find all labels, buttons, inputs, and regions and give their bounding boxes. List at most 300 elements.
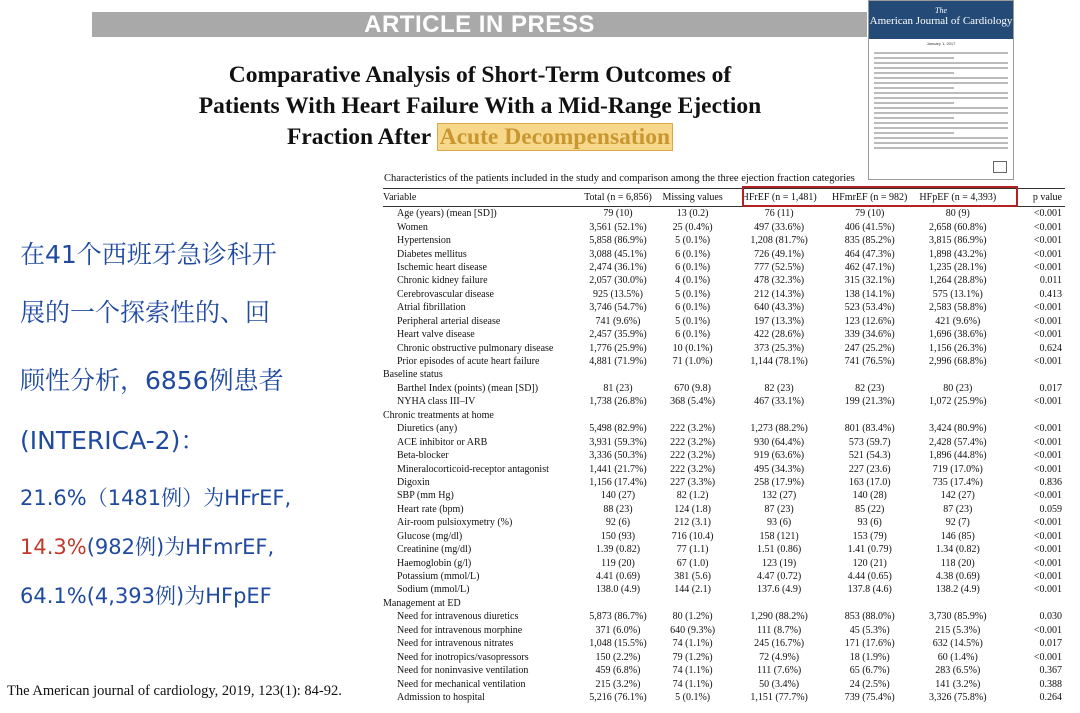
- table-cell: <0.001: [1033, 651, 1062, 663]
- table-row: [383, 583, 1065, 596]
- table-cell: 132 (27): [762, 490, 797, 502]
- table-cell: 4,881 (71.9%): [589, 356, 647, 368]
- table-cell: 0.011: [1039, 275, 1062, 287]
- table-cell: 50 (3.4%): [759, 678, 800, 690]
- table-cell: 150 (2.2%): [595, 651, 641, 663]
- table-cell: 371 (6.0%): [595, 624, 641, 636]
- table-cell: 1,048 (15.5%): [589, 638, 647, 650]
- journal-cover-date: January 1, 2017: [926, 41, 956, 46]
- table-cell: <0.001: [1033, 315, 1062, 327]
- table-cell: 726 (49.1%): [754, 248, 805, 260]
- table-cell: 575 (13.1%): [932, 288, 983, 300]
- table-cell: 3,336 (50.3%): [589, 450, 647, 462]
- table-row: [383, 341, 1065, 354]
- row-label: NYHA class III–IV: [397, 396, 476, 408]
- table-row: [383, 207, 1065, 221]
- table-cell: 79 (1.2%): [672, 651, 713, 663]
- table-cell: 150 (93): [600, 530, 636, 542]
- table-cell: 13 (0.2): [676, 208, 709, 220]
- table-cell: 5 (0.1%): [675, 288, 711, 300]
- table-cell: <0.001: [1033, 423, 1062, 435]
- table-cell: 4.41 (0.69): [595, 571, 641, 583]
- title-line-3: [90, 122, 870, 153]
- row-label: Potassium (mmol/L): [397, 571, 480, 583]
- table-cell: 1,290 (88.2%): [750, 611, 808, 623]
- table-cell: 24 (2.5%): [849, 678, 890, 690]
- table-cell: <0.001: [1033, 584, 1062, 596]
- table-cell: 4.38 (0.69): [935, 571, 980, 583]
- table-cell: 467 (33.1%): [754, 396, 805, 408]
- table-cell: <0.001: [1033, 517, 1062, 529]
- table-cell: 199 (21.3%): [844, 396, 895, 408]
- table-header-cell: Missing values: [652, 189, 734, 207]
- table-cell: 81 (23): [603, 382, 633, 394]
- table-cell: 222 (3.2%): [670, 463, 716, 475]
- summary-line-4: (INTERICA-2)：: [20, 426, 206, 455]
- table-cell: 258 (17.9%): [754, 476, 805, 488]
- table-cell: 0.264: [1039, 691, 1062, 703]
- table-header-cell: Variable: [383, 189, 584, 207]
- row-label: Beta-blocker: [397, 450, 449, 462]
- table-caption: Characteristics of the patients included in the study and comparison among the three ejection fraction categories: [384, 173, 855, 184]
- table-cell: 640 (9.3%): [670, 624, 716, 636]
- table-cell: 138 (14.1%): [844, 288, 895, 300]
- row-label: Digoxin: [397, 476, 430, 488]
- table-header-cell: p value: [1001, 189, 1065, 207]
- highlighted-phrase: Acute Decompensation: [437, 123, 673, 151]
- table-cell: 1,738 (26.8%): [589, 396, 647, 408]
- table-cell: 71 (1.0%): [672, 356, 713, 368]
- table-row: [383, 449, 1065, 462]
- journal-cover-name: American Journal of Cardiology: [869, 15, 1013, 27]
- table-cell: 67 (1.0): [676, 557, 709, 569]
- table-cell: 283 (6.5%): [935, 665, 981, 677]
- table-cell: 1,896 (44.8%): [929, 450, 987, 462]
- table-cell: 87 (23): [943, 503, 973, 515]
- table-cell: 25 (0.4%): [672, 221, 713, 233]
- table-cell: 3,746 (54.7%): [589, 302, 647, 314]
- table-row: [383, 315, 1065, 328]
- table-cell: 74 (1.1%): [672, 638, 713, 650]
- ef-groups-highlight-box: [742, 186, 1018, 207]
- table-cell: 4.44 (0.65): [847, 571, 892, 583]
- row-label: Ischemic heart disease: [397, 261, 487, 273]
- table-cell: 5 (0.1%): [675, 235, 711, 247]
- table-cell: 79 (10): [855, 208, 885, 220]
- table-cell: 2,658 (60.8%): [929, 221, 987, 233]
- table-cell: 1.39 (0.82): [595, 544, 641, 556]
- table-cell: <0.001: [1033, 544, 1062, 556]
- table-cell: 716 (10.4): [671, 530, 714, 542]
- table-cell: <0.001: [1033, 530, 1062, 542]
- table-cell: <0.001: [1033, 302, 1062, 314]
- table-cell: 459 (6.8%): [595, 665, 641, 677]
- table-cell: 79 (10): [603, 208, 633, 220]
- article-title: [90, 60, 870, 153]
- summary-stat-hfpef: 64.1%(4,393例)为HFpEF: [20, 584, 272, 608]
- table-cell: 82 (23): [855, 382, 885, 394]
- row-label: Need for noninvasive ventilation: [397, 665, 529, 677]
- characteristics-table: [383, 188, 1065, 704]
- table-cell: 146 (85): [940, 530, 975, 542]
- table-cell: <0.001: [1033, 571, 1062, 583]
- table-row: [383, 650, 1065, 663]
- table-row: [383, 570, 1065, 583]
- table-row: [383, 355, 1065, 368]
- table-cell: 853 (88.0%): [844, 611, 895, 623]
- summary-stat-hfmref-rest: (982例)为HFmrEF,: [86, 535, 275, 559]
- summary-stat-hfmref-percent: 14.3%: [20, 535, 87, 559]
- table-cell: 140 (27): [600, 490, 636, 502]
- table-cell: 1,144 (78.1%): [750, 356, 808, 368]
- journal-cover-the: The: [935, 6, 947, 15]
- table-cell: 93 (6): [857, 517, 882, 529]
- row-label: Need for intravenous diuretics: [397, 611, 519, 623]
- row-label: Prior episodes of acute heart failure: [397, 356, 540, 368]
- reference-citation: The American journal of cardiology, 2019, 123(1): 84-92.: [7, 683, 342, 699]
- table-cell: 1,441 (21.7%): [589, 463, 647, 475]
- table-cell: 368 (5.4%): [670, 396, 716, 408]
- table-cell: 462 (47.1%): [844, 261, 895, 273]
- table-cell: 3,730 (85.9%): [929, 611, 987, 623]
- table-cell: 87 (23): [764, 503, 794, 515]
- table-cell: <0.001: [1033, 235, 1062, 247]
- table-cell: 60 (1.4%): [937, 651, 978, 663]
- table-cell: <0.001: [1033, 450, 1062, 462]
- table-cell: 18 (1.9%): [849, 651, 890, 663]
- table-header-cell: HFmrEF (n = 982): [825, 189, 915, 207]
- table-row: [383, 328, 1065, 341]
- table-cell: 421 (9.6%): [935, 315, 981, 327]
- table-cell: 919 (63.6%): [754, 450, 805, 462]
- table-cell: 521 (54.3): [848, 450, 891, 462]
- table-cell: 124 (1.8): [674, 503, 711, 515]
- table-row: [383, 395, 1065, 408]
- row-label: Barthel Index (points) (mean [SD]): [397, 382, 539, 394]
- table-cell: 215 (5.3%): [935, 624, 981, 636]
- table-cell: 1,208 (81.7%): [750, 235, 808, 247]
- table-cell: 222 (3.2%): [670, 450, 716, 462]
- table-cell: 1,264 (28.8%): [929, 275, 987, 287]
- table-cell: 0.017: [1039, 382, 1062, 394]
- title-line-1: Comparative Analysis of Short-Term Outcomes of: [228, 62, 732, 88]
- table-cell: 741 (9.6%): [595, 315, 641, 327]
- table-cell: 222 (3.2%): [670, 423, 716, 435]
- table-cell: 158 (121): [759, 530, 799, 542]
- table-cell: 6 (0.1%): [675, 302, 711, 314]
- table-cell: 3,424 (80.9%): [929, 423, 987, 435]
- table-cell: 2,474 (36.1%): [589, 261, 647, 273]
- summary-stat-hfmref: [20, 534, 274, 560]
- table-cell: 72 (4.9%): [759, 651, 800, 663]
- table-cell: 1.51 (0.86): [757, 544, 802, 556]
- summary-line-2: 展的一个探索性的、回: [20, 298, 271, 327]
- row-label: Diabetes mellitus: [397, 248, 467, 260]
- table-section-row: [383, 409, 1065, 422]
- table-cell: 227 (3.3%): [670, 476, 716, 488]
- table-cell: 0.030: [1039, 611, 1062, 623]
- table-cell: 478 (32.3%): [754, 275, 805, 287]
- table-cell: 1,235 (28.1%): [929, 261, 987, 273]
- table-cell: 140 (28): [852, 490, 887, 502]
- table-cell: 85 (22): [855, 503, 885, 515]
- table-cell: 137.6 (4.9): [757, 584, 802, 596]
- table-cell: 6 (0.1%): [675, 329, 711, 341]
- table-cell: 5,873 (86.7%): [589, 611, 647, 623]
- table-cell: 632 (14.5%): [932, 638, 983, 650]
- table-row: [383, 516, 1065, 529]
- table-cell: 5 (0.1%): [675, 315, 711, 327]
- table-cell: 88 (23): [603, 503, 633, 515]
- table-cell: 2,057 (30.0%): [589, 275, 647, 287]
- table-cell: 138.0 (4.9): [595, 584, 641, 596]
- table-cell: 3,931 (59.3%): [589, 436, 647, 448]
- row-label: ACE inhibitor or ARB: [397, 436, 488, 448]
- table-cell: 315 (32.1%): [844, 275, 895, 287]
- table-cell: 339 (34.6%): [844, 329, 895, 341]
- row-label: Admission to hospital: [397, 691, 485, 703]
- journal-cover-contents: [869, 46, 1013, 155]
- table-cell: 80 (1.2%): [672, 611, 713, 623]
- table-cell: 670 (9.8): [674, 382, 711, 394]
- table-row: [383, 624, 1065, 637]
- table-cell: 2,428 (57.4%): [929, 436, 987, 448]
- table-row: [383, 382, 1065, 395]
- publisher-logo-icon: [993, 161, 1007, 173]
- table-cell: 4.47 (0.72): [757, 571, 802, 583]
- table-row: [383, 422, 1065, 435]
- table-cell: 45 (5.3%): [849, 624, 890, 636]
- table-row: [383, 503, 1065, 516]
- table-cell: 119 (20): [601, 557, 635, 569]
- table-cell: 0.017: [1039, 638, 1062, 650]
- table-cell: 222 (3.2%): [670, 436, 716, 448]
- row-label: Mineralocorticoid-receptor antagonist: [397, 463, 549, 475]
- row-label: Heart valve disease: [397, 329, 475, 341]
- table-cell: 76 (11): [764, 208, 794, 220]
- table-cell: 835 (85.2%): [844, 235, 895, 247]
- table-cell: 227 (23.6): [848, 463, 891, 475]
- table-cell: 6 (0.1%): [675, 248, 711, 260]
- table-cell: 215 (3.2%): [595, 678, 641, 690]
- table-cell: 123 (12.6%): [844, 315, 895, 327]
- table-cell: 464 (47.3%): [844, 248, 895, 260]
- table-cell: <0.001: [1033, 248, 1062, 260]
- row-label: SBP (mm Hg): [397, 490, 454, 502]
- article-in-press-banner: ARTICLE IN PRESS: [92, 12, 867, 37]
- row-label: Glucose (mg/dl): [397, 530, 463, 542]
- table-cell: <0.001: [1033, 329, 1062, 341]
- table-cell: 0.624: [1039, 342, 1062, 354]
- table-cell: 735 (17.4%): [932, 476, 983, 488]
- table-cell: 74 (1.1%): [672, 665, 713, 677]
- table-cell: 573 (59.7): [848, 436, 891, 448]
- row-label: Diuretics (any): [397, 423, 458, 435]
- table-cell: 1,151 (77.7%): [750, 691, 808, 703]
- table-row: [383, 637, 1065, 650]
- table-cell: <0.001: [1033, 356, 1062, 368]
- table-row: [383, 288, 1065, 301]
- row-label: Need for intravenous morphine: [397, 624, 523, 636]
- table-cell: 92 (6): [605, 517, 631, 529]
- table-cell: 1,156 (26.3%): [929, 342, 987, 354]
- table-cell: <0.001: [1033, 261, 1062, 273]
- table-cell: 3,561 (52.1%): [589, 221, 647, 233]
- table-cell: 5,498 (82.9%): [589, 423, 647, 435]
- table-row: [383, 462, 1065, 475]
- title-line-3-prefix: Fraction After: [286, 124, 437, 150]
- table-row: [383, 691, 1065, 704]
- table-cell: 1.34 (0.82): [935, 544, 980, 556]
- table-cell: 3,088 (45.1%): [589, 248, 647, 260]
- table-row: [383, 543, 1065, 556]
- table-section-row: [383, 597, 1065, 610]
- table-cell: 111 (8.7%): [757, 624, 802, 636]
- table-header-cell: HFpEF (n = 4,393): [915, 189, 1001, 207]
- table-cell: 171 (17.6%): [844, 638, 895, 650]
- table-cell: 741 (76.5%): [844, 356, 895, 368]
- table-cell: 0.836: [1039, 476, 1062, 488]
- table-cell: 74 (1.1%): [672, 678, 713, 690]
- table-cell: 5 (0.1%): [675, 691, 711, 703]
- row-label: Peripheral arterial disease: [397, 315, 501, 327]
- summary-stat-hfref: 21.6%（1481例）为HFrEF,: [20, 486, 292, 510]
- table-cell: 422 (28.6%): [754, 329, 805, 341]
- table-cell: 93 (6): [767, 517, 792, 529]
- table-cell: 111 (7.6%): [757, 665, 802, 677]
- table-header-cell: HFrEF (n = 1,481): [733, 189, 824, 207]
- table-cell: 197 (13.3%): [754, 315, 805, 327]
- table-row: [383, 247, 1065, 260]
- title-line-2: Patients With Heart Failure With a Mid-Range Ejection: [198, 93, 762, 119]
- table-cell: <0.001: [1033, 463, 1062, 475]
- table-cell: 141 (3.2%): [935, 678, 981, 690]
- table-row: [383, 610, 1065, 623]
- table-cell: 2,996 (68.8%): [929, 356, 987, 368]
- section-label: Chronic treatments at home: [383, 409, 494, 421]
- table-cell: 1,072 (25.9%): [929, 396, 987, 408]
- table-cell: 1,273 (88.2%): [750, 423, 808, 435]
- table-cell: 719 (17.0%): [932, 463, 983, 475]
- row-label: Age (years) (mean [SD]): [397, 208, 497, 220]
- table-cell: 153 (79): [852, 530, 887, 542]
- row-label: Chronic obstructive pulmonary disease: [397, 342, 554, 354]
- table-cell: 6 (0.1%): [675, 261, 711, 273]
- table-cell: 801 (83.4%): [844, 423, 895, 435]
- table-cell: 80 (9): [945, 208, 970, 220]
- table-cell: 137.8 (4.6): [847, 584, 892, 596]
- table-cell: 497 (33.6%): [754, 221, 805, 233]
- table-cell: 80 (23): [943, 382, 973, 394]
- table-cell: 65 (6.7%): [849, 665, 890, 677]
- row-label: Creatinine (mg/dl): [397, 544, 472, 556]
- table-cell: 123 (19): [762, 557, 797, 569]
- summary-line-3: 顾性分析，6856例患者: [20, 366, 284, 395]
- table-cell: 1,696 (38.6%): [929, 329, 987, 341]
- section-label: Baseline status: [383, 369, 443, 381]
- row-label: Women: [397, 221, 428, 233]
- table-cell: 1,156 (17.4%): [589, 476, 647, 488]
- table-cell: 247 (25.2%): [844, 342, 895, 354]
- table-cell: 1,776 (25.9%): [589, 342, 647, 354]
- table-row: [383, 435, 1065, 448]
- table-cell: 373 (25.3%): [754, 342, 805, 354]
- table-cell: <0.001: [1033, 221, 1062, 233]
- table-cell: 212 (14.3%): [754, 288, 805, 300]
- table-cell: 640 (43.3%): [754, 302, 805, 314]
- table-cell: 1,898 (43.2%): [929, 248, 987, 260]
- table-cell: 82 (1.2): [676, 490, 709, 502]
- table-cell: 1.41 (0.79): [847, 544, 892, 556]
- table-cell: 0.413: [1039, 288, 1062, 300]
- table-row: [383, 301, 1065, 314]
- table-cell: 92 (7): [945, 517, 970, 529]
- table-row: [383, 220, 1065, 233]
- table-row: [383, 489, 1065, 502]
- table-row: [383, 261, 1065, 274]
- table-cell: <0.001: [1033, 557, 1062, 569]
- row-label: Atrial fibrillation: [397, 302, 466, 314]
- table-section-row: [383, 368, 1065, 381]
- table-body: [383, 207, 1065, 705]
- row-label: Haemoglobin (g/l): [397, 557, 472, 569]
- table-cell: 245 (16.7%): [754, 638, 805, 650]
- table-cell: 406 (41.5%): [844, 221, 895, 233]
- table-cell: <0.001: [1033, 624, 1062, 636]
- table-cell: 930 (64.4%): [754, 436, 805, 448]
- table-cell: 523 (53.4%): [844, 302, 895, 314]
- table-cell: 163 (17.0): [848, 476, 891, 488]
- table-cell: 82 (23): [764, 382, 794, 394]
- table-cell: 381 (5.6): [674, 571, 711, 583]
- row-label: Sodium (mmol/L): [397, 584, 470, 596]
- table-row: [383, 476, 1065, 489]
- table-cell: 3,815 (86.9%): [929, 235, 987, 247]
- journal-cover-thumbnail: [868, 0, 1014, 180]
- table-cell: 739 (75.4%): [844, 691, 895, 703]
- table-cell: 925 (13.5%): [592, 288, 643, 300]
- table-cell: <0.001: [1033, 490, 1062, 502]
- table-cell: 5,216 (76.1%): [589, 691, 647, 703]
- row-label: Air-room pulsioxymetry (%): [397, 517, 513, 529]
- table-cell: 495 (34.3%): [754, 463, 805, 475]
- table-cell: 120 (21): [852, 557, 887, 569]
- table-row: [383, 677, 1065, 690]
- table-cell: <0.001: [1033, 208, 1062, 220]
- section-label: Management at ED: [383, 597, 461, 609]
- table-cell: 138.2 (4.9): [935, 584, 980, 596]
- table-cell: 212 (3.1): [674, 517, 711, 529]
- table-header-cell: Total (n = 6,856): [584, 189, 652, 207]
- table-cell: 2,457 (35.9%): [589, 329, 647, 341]
- row-label: Cerebrovascular disease: [397, 288, 494, 300]
- table-cell: 3,326 (75.8%): [929, 691, 987, 703]
- table-cell: 777 (52.5%): [754, 261, 805, 273]
- row-label: Hypertension: [397, 235, 451, 247]
- table-cell: <0.001: [1033, 436, 1062, 448]
- table-cell: 0.367: [1039, 665, 1062, 677]
- table-cell: 144 (2.1): [674, 584, 711, 596]
- table-row: [383, 530, 1065, 543]
- table-cell: 5,858 (86.9%): [589, 235, 647, 247]
- table-cell: <0.001: [1033, 396, 1062, 408]
- row-label: Need for intravenous nitrates: [397, 638, 514, 650]
- summary-line-1: 在41个西班牙急诊科开: [20, 240, 277, 269]
- table-cell: 0.059: [1039, 503, 1062, 515]
- table-cell: 0.388: [1039, 678, 1062, 690]
- table-cell: 118 (20): [940, 557, 975, 569]
- table-cell: 142 (27): [940, 490, 975, 502]
